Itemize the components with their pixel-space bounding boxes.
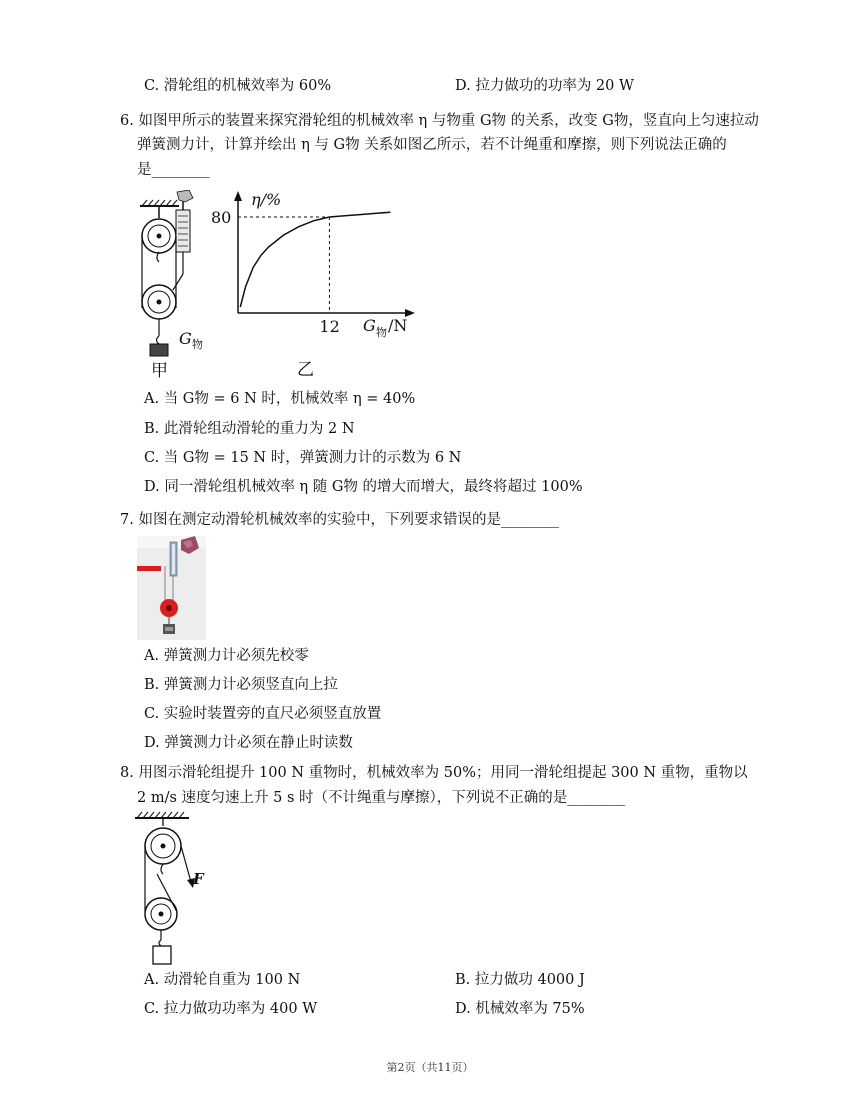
q8-option-a: A. 动滑轮自重为 100 N xyxy=(144,972,301,988)
q5-option-d: D. 拉力做功的功率为 20 W xyxy=(455,78,634,94)
q6-stem-line3: 是________ xyxy=(137,162,210,178)
q6-option-b: B. 此滑轮组动滑轮的重力为 2 N xyxy=(144,421,355,437)
q8-option-b: B. 拉力做功 4000 J xyxy=(455,972,585,988)
q6-figure-yi-chart xyxy=(205,185,425,380)
q6-yi-caption: 乙 xyxy=(297,360,314,380)
q6-stem-line1: 6. 如图甲所示的装置来探究滑轮组的机械效率 η 与物重 G物 的关系，改变 G物，竖直向上匀速拉动 xyxy=(120,113,759,129)
q7-stem: 7. 如图在测定动滑轮机械效率的实验中，下列要求错误的是________ xyxy=(120,512,559,528)
q8-force-label: F xyxy=(193,870,204,888)
q7-photo xyxy=(137,536,206,640)
chart-x-label-unit: /N xyxy=(388,316,408,335)
y-axis-arrow xyxy=(234,191,242,201)
q6-option-c: C. 当 G物 = 15 N 时，弹簧测力计的示数为 6 N xyxy=(144,450,462,466)
q7-option-d: D. 弹簧测力计必须在静止时读数 xyxy=(144,735,353,751)
q6-jia-caption: 甲 xyxy=(151,361,168,380)
q7-option-c: C. 实验时装置旁的直尺必须竖直放置 xyxy=(144,706,382,722)
q6-stem-line2: 弹簧测力计，计算并绘出 η 与 G物 关系如图乙所示，若不计绳重和摩擦，则下列说法正确的 xyxy=(137,137,727,153)
q6-option-d: D. 同一滑轮组机械效率 η 随 G物 的增大而增大，最终将超过 100% xyxy=(144,479,583,495)
q6-option-a: A. 当 G物 = 6 N 时，机械效率 η = 40% xyxy=(144,391,416,407)
q8-option-c: C. 拉力做功功率为 400 W xyxy=(144,1001,318,1017)
q6-jia-g-sub: 物 xyxy=(192,338,203,351)
chart-y-label: η/% xyxy=(251,190,282,209)
chart-series-line xyxy=(240,212,390,307)
q8-stem-line2: 2 m/s 速度匀速上升 5 s 时（不计绳重与摩擦），下列说不正确的是________ xyxy=(137,790,626,806)
q7-option-b: B. 弹簧测力计必须竖直向上拉 xyxy=(144,677,338,693)
q8-option-d: D. 机械效率为 75% xyxy=(455,1001,585,1017)
chart-x-tick-12: 12 xyxy=(319,317,340,336)
q8-stem-line1: 8. 用图示滑轮组提升 100 N 重物时，机械效率为 50%；用同一滑轮组提起 300 N 重物，重物以 xyxy=(120,765,748,781)
q7-option-a: A. 弹簧测力计必须先校零 xyxy=(144,648,309,664)
q8-figure-pulley xyxy=(133,808,213,968)
chart-x-label-sub: 物 xyxy=(376,326,387,339)
chart-y-tick-80: 80 xyxy=(211,208,232,227)
chart-x-label: G xyxy=(363,316,376,335)
q5-option-c: C. 滑轮组的机械效率为 60% xyxy=(144,78,332,94)
q6-jia-g-label: G xyxy=(179,329,192,348)
page-footer: 第2页（共11页） xyxy=(386,1061,474,1074)
